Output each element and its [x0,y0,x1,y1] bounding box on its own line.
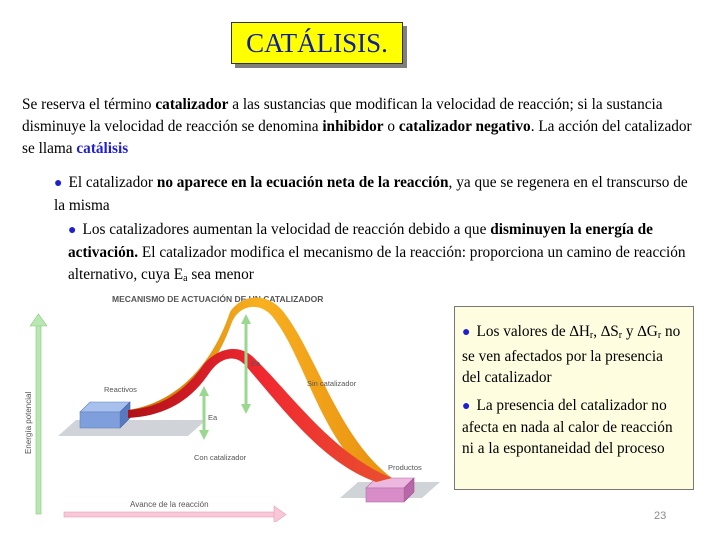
info-paragraph-2 [462,395,685,459]
intro-text: . La acción del catalizador se llama [22,118,692,157]
catalyzed-label: Con catalizador [194,453,247,462]
term-catalizador-negativo: catalizador negativo [398,118,531,135]
intro-paragraph [22,94,692,160]
diagram-title: MECANISMO DE ACTUACIÓN DE UN CATALIZADOR [112,294,324,304]
reactants-box [80,402,130,428]
info-text: y ∆G [622,323,658,340]
slide-title-text: CATÁLISIS. [246,27,388,58]
catalyst-mechanism-diagram [20,292,450,522]
bullet-dot-icon: ● [462,399,471,414]
bullet-1-bold: no aparece en la ecuación neta de la reacción [156,174,449,191]
ea-catalyzed-label: Ea [208,413,218,422]
intro-text: Se reserva el término [22,96,156,113]
intro-text: a las sustancias que modifican la velocidad de reacción; si la sustancia disminuye la velocidad de reacción se denomina [22,96,663,135]
slide-title [231,22,403,64]
info-text: , ∆S [593,323,619,340]
bullet-2-text: El catalizador modifica el mecanismo de la reacción: proporciona un camino de reacción alternativo, cuya E [68,244,686,283]
info-text: La presencia del catalizador no afecta en nada al calor de reacción ni a la espontaneidad del proceso [462,397,673,457]
intro-text: o [383,118,399,135]
bullet-1-text: , ya que se regenera en el transcurso de la misma [54,174,688,214]
info-text: no se ven afectados por la presencia del catalizador [462,323,681,386]
info-paragraph-1 [462,321,685,388]
x-axis-label: Avance de la reacción [130,500,209,509]
bullet-dot-icon: ● [54,176,63,191]
uncatalyzed-path [128,297,392,482]
term-catalisis: catálisis [76,140,129,157]
subscript-r: r [589,330,594,341]
bullet-2-bold: disminuyen la energía de activación. [68,221,653,261]
term-inhibidor: inhibidor [322,118,384,135]
bullet-1-text: El catalizador [68,174,157,191]
subscript-a: a [183,273,188,284]
bullet-1 [54,172,694,217]
bullet-dot-icon: ● [462,325,471,340]
y-axis-label: Energía potencial [24,391,33,454]
term-catalizador: catalizador [155,96,229,113]
subscript-r: r [657,330,662,341]
catalyzed-path [128,349,392,482]
subscript-r: r [618,330,623,341]
ea-uncatalyzed-label: Ea [251,359,261,368]
bullet-2-text: sea menor [187,266,254,283]
uncatalyzed-label: Sin catalizador [307,379,357,388]
bullet-2-text: Los catalizadores aumentan la velocidad de reacción debido a que [82,221,491,238]
products-label: Productos [388,463,422,472]
bullet-dot-icon: ● [68,223,77,238]
slide-number: 23 [654,510,667,522]
reactants-label: Reactivos [104,385,137,394]
info-box [454,306,694,490]
products-box [366,478,414,502]
bullet-2 [68,219,698,290]
info-text: Los valores de ∆H [476,323,590,340]
